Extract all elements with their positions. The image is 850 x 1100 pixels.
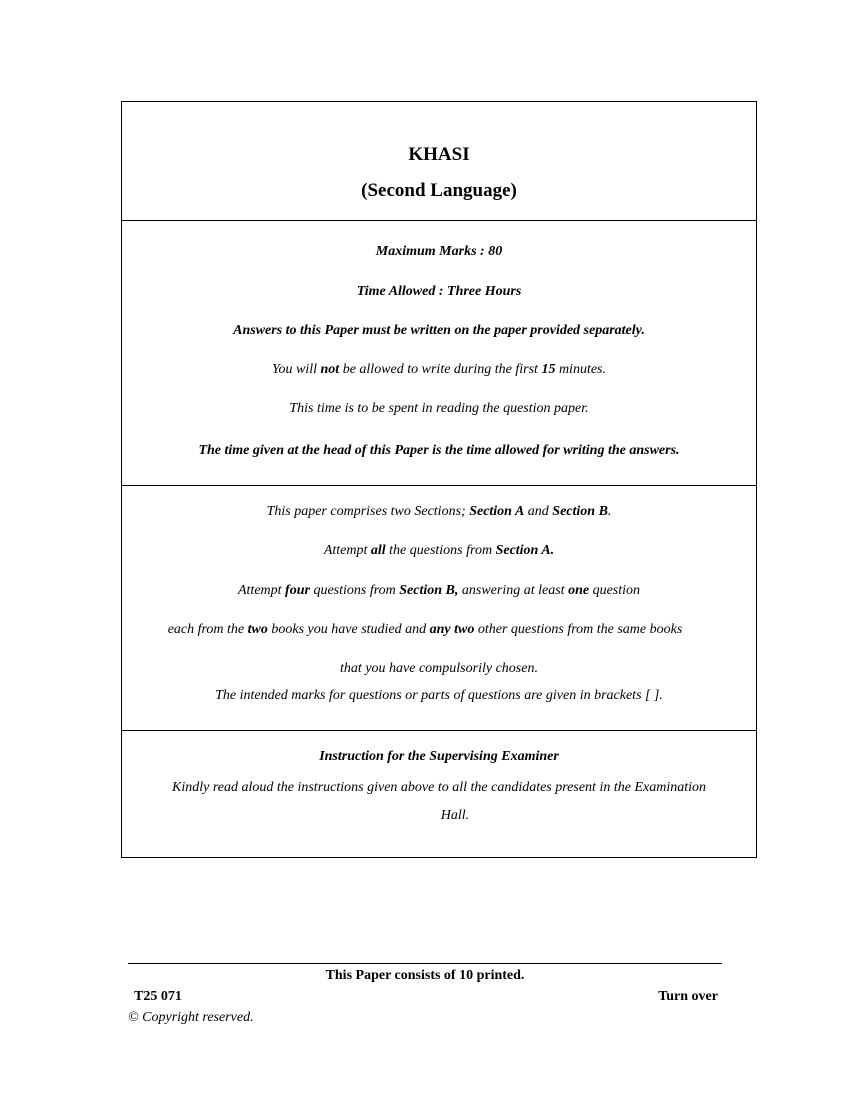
chosen-books-line: that you have compulsorily chosen.	[340, 661, 538, 676]
paper-sections-line	[122, 504, 756, 520]
books-rule-any-two: any two	[429, 622, 475, 637]
examiner-instruction-line1: Kindly read aloud the instructions given above to all the candidates present in the Examination	[172, 780, 706, 795]
subject-title: KHASI	[408, 144, 470, 165]
section-b-rule-text-1: Attempt	[237, 583, 282, 598]
subject-subtitle: (Second Language)	[361, 180, 517, 201]
section-b-rule-section: Section B,	[399, 583, 459, 598]
reading-rule-not: not	[320, 362, 340, 377]
section-b-rule-one: one	[568, 583, 590, 598]
reading-rule-part1: You will	[272, 362, 318, 377]
books-rule-text-2: books you have studied and	[271, 622, 427, 637]
time-allowed: Time Allowed : Three Hours	[356, 284, 522, 299]
sections-text-2: and	[527, 504, 549, 519]
section-b-rule-text-2: questions from	[313, 583, 396, 598]
section-a-rule-all: all	[370, 543, 386, 558]
page-count-note: This Paper consists of 10 printed.	[325, 968, 525, 983]
section-a-rule	[122, 543, 756, 559]
examiner-heading: Instruction for the Supervising Examiner	[319, 749, 559, 764]
section-a-rule-text-2: the questions from	[389, 543, 493, 558]
instructions-frame	[121, 101, 757, 858]
sections-instructions	[122, 486, 756, 731]
reading-rule-part2: be allowed to write during the first	[342, 362, 538, 377]
books-rule-text-1: each from the	[167, 622, 245, 637]
section-b-rule-four: four	[285, 583, 310, 598]
examiner-instruction-line2: Hall.	[440, 808, 470, 823]
paper-code: T25 071	[134, 989, 182, 1004]
answers-note: Answers to this Paper must be written on the paper provided separately.	[233, 323, 645, 338]
reading-time-note: This time is to be spent in reading the question paper.	[289, 401, 589, 416]
section-b-rule-text-3: answering at least	[461, 583, 565, 598]
turn-over-label: Turn over	[658, 989, 718, 1004]
section-b-label: Section B	[552, 504, 608, 519]
section-a-rule-text-1: Attempt	[323, 543, 368, 558]
section-a-label: Section A	[469, 504, 525, 519]
footer-divider	[128, 963, 722, 964]
examiner-section	[122, 731, 756, 857]
section-b-rule	[122, 583, 756, 599]
sections-text-1: This paper comprises two Sections;	[266, 504, 466, 519]
books-rule-two: two	[247, 622, 268, 637]
section-a-rule-section: Section A.	[495, 543, 555, 558]
books-rule-text-3: other questions from the same books	[477, 622, 683, 637]
reading-rule-minutes: 15	[541, 362, 556, 377]
reading-rule-part3: minutes.	[558, 362, 606, 377]
title-section	[122, 102, 756, 221]
time-note: The time given at the head of this Paper is the time allowed for writing the answers.	[198, 443, 680, 458]
max-marks: Maximum Marks : 80	[375, 244, 503, 259]
exam-info-section	[122, 221, 756, 486]
section-b-rule-text-4: question	[592, 583, 641, 598]
sections-period: .	[607, 504, 612, 519]
reading-rule	[122, 362, 756, 378]
books-rule	[108, 622, 742, 638]
marks-brackets-note: The intended marks for questions or parts of questions are given in brackets [ ].	[215, 688, 663, 703]
copyright-notice: © Copyright reserved.	[128, 1010, 254, 1025]
